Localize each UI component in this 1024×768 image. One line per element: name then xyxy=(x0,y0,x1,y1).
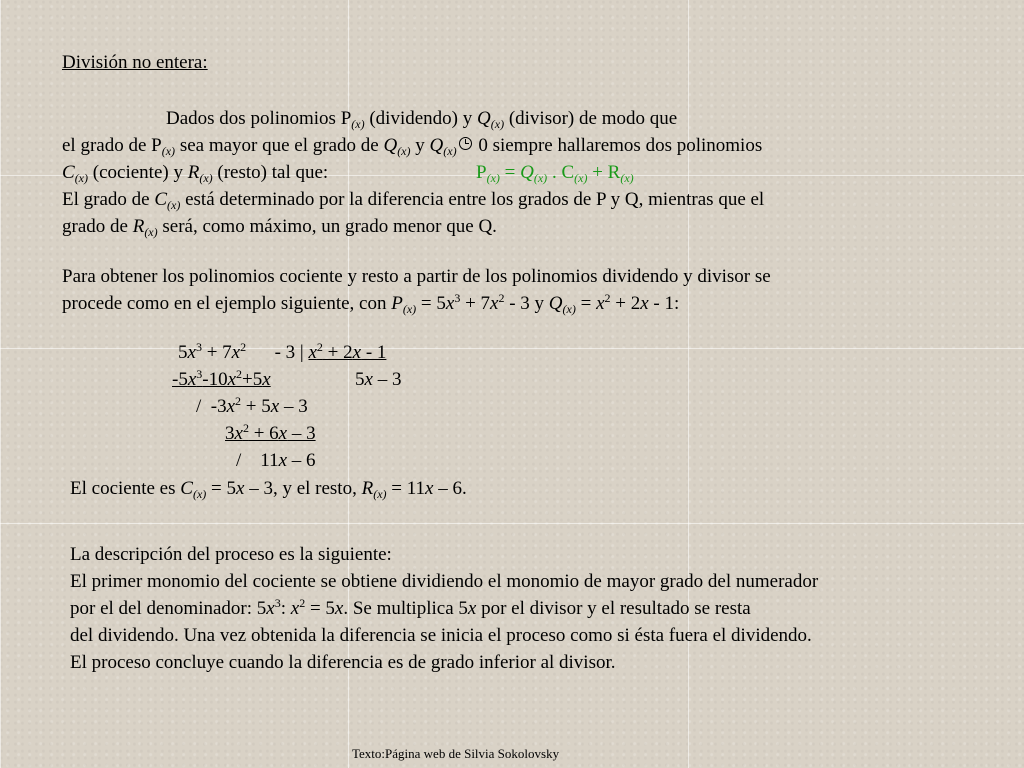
example-intro-line-2: procede como en el ejemplo siguiente, con $P_{(x)} = 5x^3 + 7x^2 - 3$ y $Q_{(x)} = x^2 + 2x - 1$: xyxy=(62,291,680,316)
result-line: El cociente es $C_{(x)} = 5x - 3$, y el resto, $R_{(x)} = 11x - 6$. xyxy=(70,478,467,501)
intro-line-3: $C_{(x)}$ (cociente) y $R_{(x)}$ (resto) tal que: xyxy=(62,162,329,185)
footer-credit: Texto:Página web de Silvia Sokolovsky xyxy=(352,746,560,761)
division-formula: $P_{(x)} = Q_{(x)}$ . $C_{(x)} + R_{(x)}$ xyxy=(476,162,634,185)
intro-line-2: el grado de $P_{(x)}$ sea mayor que el grado de $Q_{(x)}$ y $Q_{(x)}$ 0 siempre hallaremos dos polinomios xyxy=(62,135,763,158)
intro-line-5: grado de $R_{(x)}$ será, como máximo, un grado menor que Q. xyxy=(62,216,497,239)
process-line-4: del dividendo. Una vez obtenida la diferencia se inicia el proceso como si ésta fuera el dividendo. xyxy=(70,625,812,646)
example-intro-line-1: Para obtener los polinomios cociente y resto a partir de los polinomios dividendo y divisor se xyxy=(62,266,771,287)
intro-line-4: El grado de $C_{(x)}$ está determinado por la diferencia entre los grados de P y Q, mientras que el xyxy=(62,189,765,212)
division-row-1: $5x^3 + 7x^2$ - 3 | $x^2 + 2x - 1$ xyxy=(178,340,387,363)
process-line-1: La descripción del proceso es la siguiente: xyxy=(70,544,392,565)
process-line-5: El proceso concluye cuando la diferencia es de grado inferior al divisor. xyxy=(70,652,616,673)
section-title: División no entera: xyxy=(62,52,208,73)
division-row-5: / 11x – 6 xyxy=(236,450,316,471)
division-row-4: $3x^2 + 6x - 3$ xyxy=(225,421,316,444)
division-row-2: $-5x^3-10x^2+5x$ xyxy=(172,367,271,390)
not-equal-symbol-icon xyxy=(459,137,472,150)
division-row-3: / $-3x^2 + 5x - 3$ xyxy=(196,394,308,417)
division-quotient: 5x – 3 xyxy=(355,369,402,390)
process-line-3: por el del denominador: $5x^3$: $x^2 = 5x$. Se multiplica 5x por el divisor y el resultado se resta xyxy=(70,596,751,619)
process-line-2: El primer monomio del cociente se obtiene dividiendo el monomio de mayor grado del numerador xyxy=(70,571,819,592)
intro-line-1: Dados dos polinomios $P_{(x)}$ (dividendo) y $Q_{(x)}$ (divisor) de modo que xyxy=(166,108,678,131)
